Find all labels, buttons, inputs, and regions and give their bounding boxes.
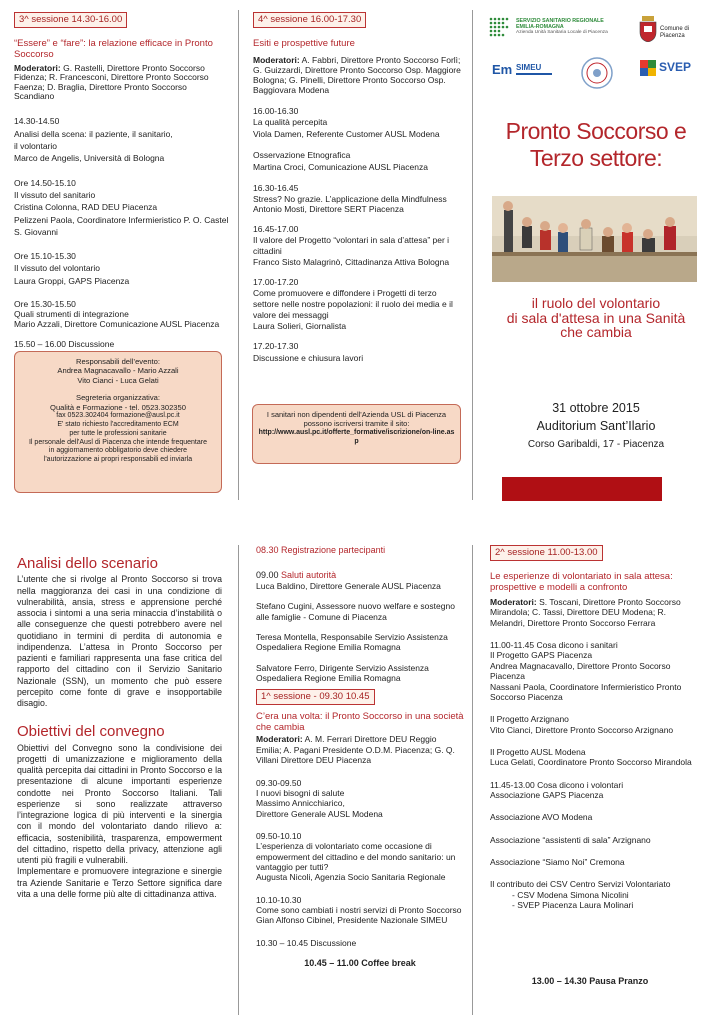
program-item: 11.00-11.45 Cosa dicono i sanitari Il Progetto GAPS Piacenza Andrea Magnacavallo, Direttore Pronto Socorso Piacenza Nassani Paola, Coordinatore Infermieristico Pronto Soccorso Piacenza [490,640,682,702]
cover-illustration [492,196,697,282]
objectives-text: Obiettivi del Convegno sono la condivisione dei progetti di umanizzazione e miglioramento della qualità percepita dai cittadini in Pronto Soccorso e la presentazione di alcune importanti esperienze condotte nei Pronto Soccorso Italiani. Tali esperienze si sono realizzate attraverso l’integrazione logica di più interventi e la sinergia con il mondo del volontariato dando rilievo a: efficacia, sostenibilità, trasparenza, empowerment del cittadino, rispetto della privacy, attenzione agli utenti più fragili e vulnerabili. [17,742,222,866]
analysis-text: L’utente che si rivolge al Pronto Soccorso si trova nella maggioranza dei casi in una condizione di vulnerabilità, ansia, stress e apprensione perché associa i sintomi a una seria minaccia d’instabilità o alle conseguenze che questi potrebbero avere nel quotidiano in termini di perdita di autonomia e indipendenza. L’attesa in Pronto Soccorso per pazienti e familiari rappresenta una fase critica del rapporto del cittadino con il Servizio Sanitario Nazionale (SSN), un momento che può essere percepito come fonte di grave e insopportabile disagio. [17,574,222,709]
col-session3 [14,12,229,349]
program-item: 14.30-14.50 Analisi della scena: il paziente, il sanitario, il volontario Marco de Angelis, Università di Bologna [14,116,173,164]
session-topic: “Essere” e “fare”: la relazione efficace in Pronto Soccorso [14,37,213,60]
discussion: 15.50 – 16.00 Discussione [14,338,115,349]
objectives-heading: Obiettivi del convegno [17,723,165,741]
logo-seal [580,56,614,93]
program-item: 17.00-17.20 Come promuovere e diffondere i Progetti di terzo settore nelle nostre popolazioni: il ruolo dei media e il valore dei messaggi Laura Solieri, Giornalista [253,277,453,332]
program-item: 16.45-17.00 Il valore del Progetto “volontari in sala d’attesa” per i cittadini Franco Sisto Malagrinò, Cittadinanza Attiva Bologna [253,223,450,267]
greetings: 09.00 Saluti autorità Luca Baldino, Direttore Generale AUSL Piacenza Stefano Cugini, Assessore nuovo welfare e sostegno alle famiglie - Comune di Piacenza Teresa Montella, Responsabile Servizio Assistenza Ospedaliera Regione Emilia Romagna Salvatore Ferro, Dirigente Servizio Assistenza Ospedaliera Regione Emilia Romagna [256,569,455,684]
session-badge: 3^ sessione 14.30-16.00 [14,12,127,28]
coat-of-arms-icon [638,16,658,42]
logo-simeu: Em SIMEU [492,62,562,82]
red-band [502,477,662,501]
moderators: Moderatori: G. Rastelli, Direttore Pronto Soccorso Fidenza; R. Francesconi, Direttore Pronto Soccorso Faenza; D. Braglia, Direttore Pronto Soccorso Scandiano [14,62,209,102]
program-item: 17.20-17.30 Discussione e chiusura lavori [253,341,364,364]
program-item: Associazione “assistenti di sala” Arzignano [490,834,651,845]
event-venue: Auditorium Sant’Ilario [536,419,656,434]
discussion: 10.30 – 10.45 Discussione [256,937,357,948]
program-item: Il contributo dei CSV Centro Servizi Volontariato - CSV Modena Simona Nicolini - SVEP Piacenza Laura Molinari [490,879,671,911]
svep-icon [640,60,656,76]
session-badge: 1^ sessione - 09.30 10.45 [256,689,375,705]
program-item: Ore 15.30-15.50 Quali strumenti di integrazione Mario Azzali, Direttore Comunicazione AUSL Piacenza [14,299,220,330]
event-info [480,401,712,451]
item-list [14,115,229,349]
divider [238,545,239,1015]
program-item: Associazione “Siamo Noi” Cremona [490,857,625,868]
session-topic: Esiti e prospettive future [253,37,355,49]
col-session2 [490,545,700,986]
program-item: Associazione AVO Modena [490,812,593,823]
program-item: 09.50-10.10 L’esperienza di volontariato come occasione di empowerment del cittadino e del mondo sanitario: un vantaggio per tutti? Augusta Nicoli, Agenzia Socio Sanitaria Regionale [256,830,456,883]
moderators: Moderatori: A. Fabbri, Direttore Pronto Soccorso Forlì; G. Guizzardi, Direttore Pronto Soccorso Osp. Maggiore Bologna; G. Pinelli, Direttore Pronto Soccorso Osp. Baggiovara Modena [253,54,461,96]
program-item: Il Progetto Arzignano Vito Cianci, Direttore Pronto Soccorso Arzignano [490,714,674,735]
program-item: 16.30-16.45 Stress? No grazie. L’applicazione della Mindfulness Antonio Mosti, Direttore SERT Piacenza [253,182,447,215]
analysis-heading: Analisi dello scenario [17,555,158,572]
seal-icon [580,56,614,90]
moderators: Moderatori: A. M. Ferrari Direttore DEU Reggio Emilia; A. Pagani Presidente O.D.M. Piacenza; G. Q. Villani Direttore DEU Piacenza [256,734,455,766]
objectives-text-2: Implementare e promuovere integrazione e sinergie tra Aziende Sanitarie e Terzo Settore significa dare vita a una delle forme più alte di cittadinanza attiva. [17,866,222,899]
session-badge: 4^ sessione 16.00-17.30 [253,12,366,28]
divider [238,10,239,500]
event-address: Corso Garibaldi, 17 - Piacenza [527,438,665,450]
moderators: Moderatori: S. Toscani, Direttore Pronto Soccorso Mirandola; C. Tassi, Direttore DEU Modena; R. Melandri, Direttore Pronto Soccorso Ferrara [490,596,681,628]
program-item: 11.45-13.00 Cosa dicono i volontari Associazione GAPS Piacenza [490,779,624,801]
session-topic: C’era una volta: il Pronto Soccorso in una società che cambia [256,711,464,734]
program-item: Ore 15.10-15.30 Il vissuto del volontario Laura Groppi, GAPS Piacenza [14,251,130,286]
session-badge: 2^ sessione 11.00-13.00 [490,545,603,561]
col-morning [256,545,464,969]
program-item: 09.30-09.50 I nuovi bisogni di salute Massimo Annicchiarico, Direttore Generale AUSL Modena [256,777,383,819]
registration-line: 08.30 Registrazione partecipanti [256,545,386,555]
organizer-box: Responsabili dell’evento: Andrea Magnacavallo - Mario Azzali Vito Cianci - Luca Gelati Segreteria organizzativa: Qualità e Formazione - tel. 0523.302350 fax 0523.302404 formazione@ausl.pc.it E' stato richiesto l'accreditamento ECM per tutte le professioni sanitarie Il personale dell'Ausl di Piacenza che intende frequentare in aggiornamento obbligatorio deve chiedere l'autorizzazione ai propri responsabili ed inviarla [14,351,222,493]
program-item: 10.10-10.30 Come sono cambiati i nostri servizi di Pronto Soccorso Gian Alfonso Cibinel, Presidente Nazionale SIMEU [256,894,462,926]
cover: SERVIZIO SANITARIO REGIONALE EMILIA-ROMAGNA Azienda Unità Sanitaria Locale di Piacenza Comune di Piacenza Em SIMEU SVEP Pronto Soccorso e Terzo settore: il ruolo del volontario di sala d'attesa in una Sanità che cambia 31 ottobre 2015 Auditorium Sant’Ilario Corso Garibaldi, 17 - Piacenza [480,0,712,520]
col-session4 [253,12,463,365]
intro-column [17,555,222,900]
divider [472,545,473,1015]
registration-box: I sanitari non dipendenti dell'Azienda USL di Piacenza possono iscriversi tramite il sito: http://www.ausl.pc.it/offerte_formative/iscrizione/on-line.asp [252,404,461,464]
lunch-break: 13.00 – 14.30 Pausa Pranzo [531,976,649,986]
coffee-break: 10.45 – 11.00 Coffee break [304,958,416,969]
session-topic: Le esperienze di volontariato in sala attesa: prospettive e modelli a confronto [490,570,673,593]
rer-dots-icon [488,16,512,38]
program-item: 16.00-16.30 La qualità percepita Viola Damen, Referente Customer AUSL Modena [253,105,440,140]
program-item: Il Progetto AUSL Modena Luca Gelati, Coordinatore Pronto Soccorso Mirandola [490,746,692,768]
event-date: 31 ottobre 2015 [552,401,640,415]
registration-link[interactable]: http://www.ausl.pc.it/offerte_formative/iscrizione/on-line.asp [258,428,455,445]
cover-title: Pronto Soccorso e Terzo settore: [505,118,687,172]
program-item: Ore 14.50-15.10 Il vissuto del sanitario Cristina Colonna, RAD DEU Piacenza Pelizzeni Paola, Coordinatore Infermieristico P. O. Castel S. Giovanni [14,177,229,237]
divider [472,10,473,500]
program-item: Osservazione Etnografica Martina Croci, Comunicazione AUSL Piacenza [253,150,428,173]
cover-subtitle: il ruolo del volontario di sala d'attesa in una Sanità che cambia [506,295,686,341]
